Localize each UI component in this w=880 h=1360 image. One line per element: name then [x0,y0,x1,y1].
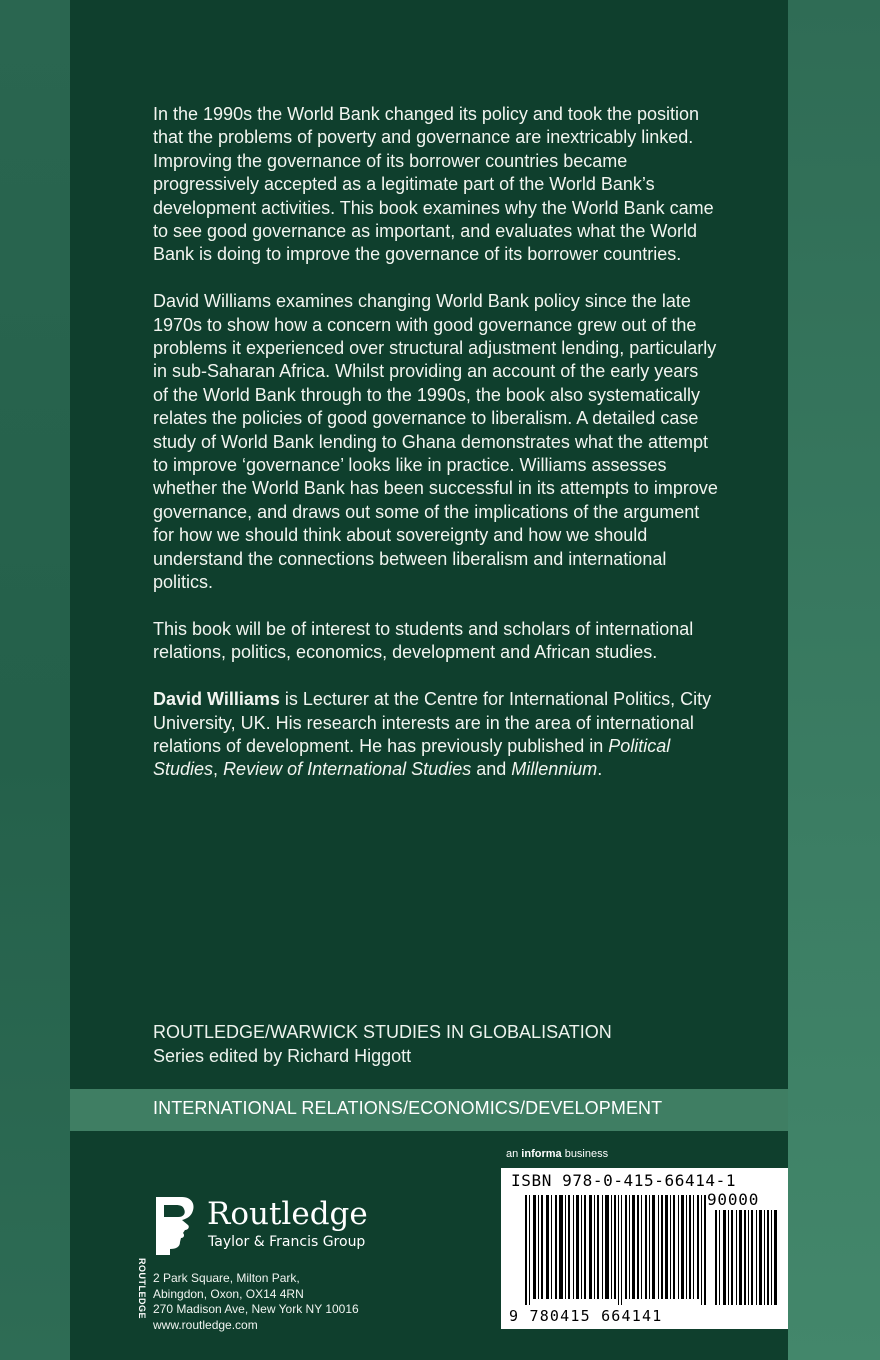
series-name: ROUTLEDGE/WARWICK STUDIES IN GLOBALISATION [153,1022,612,1042]
series-editor: Series edited by Richard Higgott [153,1046,412,1066]
isbn-number: ISBN 978-0-415-66414-1 [511,1171,737,1190]
informa-brand: informa [521,1148,562,1160]
journal-millennium: Millennium [511,759,598,780]
address-line: 270 Madison Ave, New York NY 10016 [153,1302,359,1317]
routledge-head-logo-icon [152,1193,198,1257]
informa-suffix: business [561,1148,609,1160]
blurb-paragraph-2: David Williams examines changing World Bank policy since the late 1970s to show how a concern with good governance grew out of the problems it experienced over structural adjustment lending, particularly in sub-Saharan Africa. Whilst providing an account of the early years of the World Bank through to the 1990s, the book also systematically relates the policies of good governance to liberalism. A detailed case study of World Bank lending to Ghana demonstrates what the attempt to improve ‘governance’ looks like in practice. Williams assesses whether the World Bank has been successful in its attempts to improve governance, and draws out some of the implications of the argument for how we should think about sovereignty and how we should understand the connections between liberalism and international politics. [153,291,718,593]
journal-review-international-studies: Review of International Studies [223,759,472,780]
blurb-paragraph-3: This book will be of interest to students and scholars of international relations, politics, economics, development and African studies. [153,618,694,663]
right-edge-texture [788,0,880,1360]
routledge-vertical-wordmark: ROUTLEDGE [137,1258,147,1320]
subject-band [70,1089,788,1131]
left-edge-texture [0,0,70,1360]
journal-political-studies: Political Studies [153,735,671,780]
author-bio [153,688,718,782]
author-name: David Williams [153,689,280,710]
informa-tagline [506,1148,608,1160]
informa-prefix: an [506,1148,522,1160]
publisher-address [153,1271,359,1333]
publisher-name: Routledge [207,1196,368,1232]
blurb-paragraph-1: In the 1990s the World Bank changed its policy and took the position that the problems of poverty and governance are inextricably linked. Improving the governance of its borrower countries became progressively accepted as a legitimate part of the World Bank’s development activities. This book examines why the World Bank came to see good governance as important, and evaluates what the World Bank is doing to improve the governance of its borrower countries. [153,104,714,265]
subject-categories: INTERNATIONAL RELATIONS/ECONOMICS/DEVELOPMENT [153,1098,663,1118]
author-bio-text: is Lecturer at the Centre for International Politics, City University, UK. His research interests are in the area of international relations of development. He has previously published in [153,689,712,756]
bio-separator-2: and [471,759,512,780]
blurb [153,103,718,805]
publisher-website: www.routledge.com [153,1317,258,1332]
isbn-barcode [501,1168,788,1329]
bio-end: . [597,759,603,780]
price-code: 90000 [707,1190,760,1209]
address-line: Abingdon, Oxon, OX14 4RN [153,1286,304,1301]
address-line: 2 Park Square, Milton Park, [153,1271,300,1285]
barcode-bars [501,1168,788,1329]
bio-separator-1: , [213,759,224,780]
series-info [153,1020,713,1068]
ean-digits: 9 780415 664141 [509,1307,663,1325]
publisher-group: Taylor & Francis Group [208,1234,366,1250]
